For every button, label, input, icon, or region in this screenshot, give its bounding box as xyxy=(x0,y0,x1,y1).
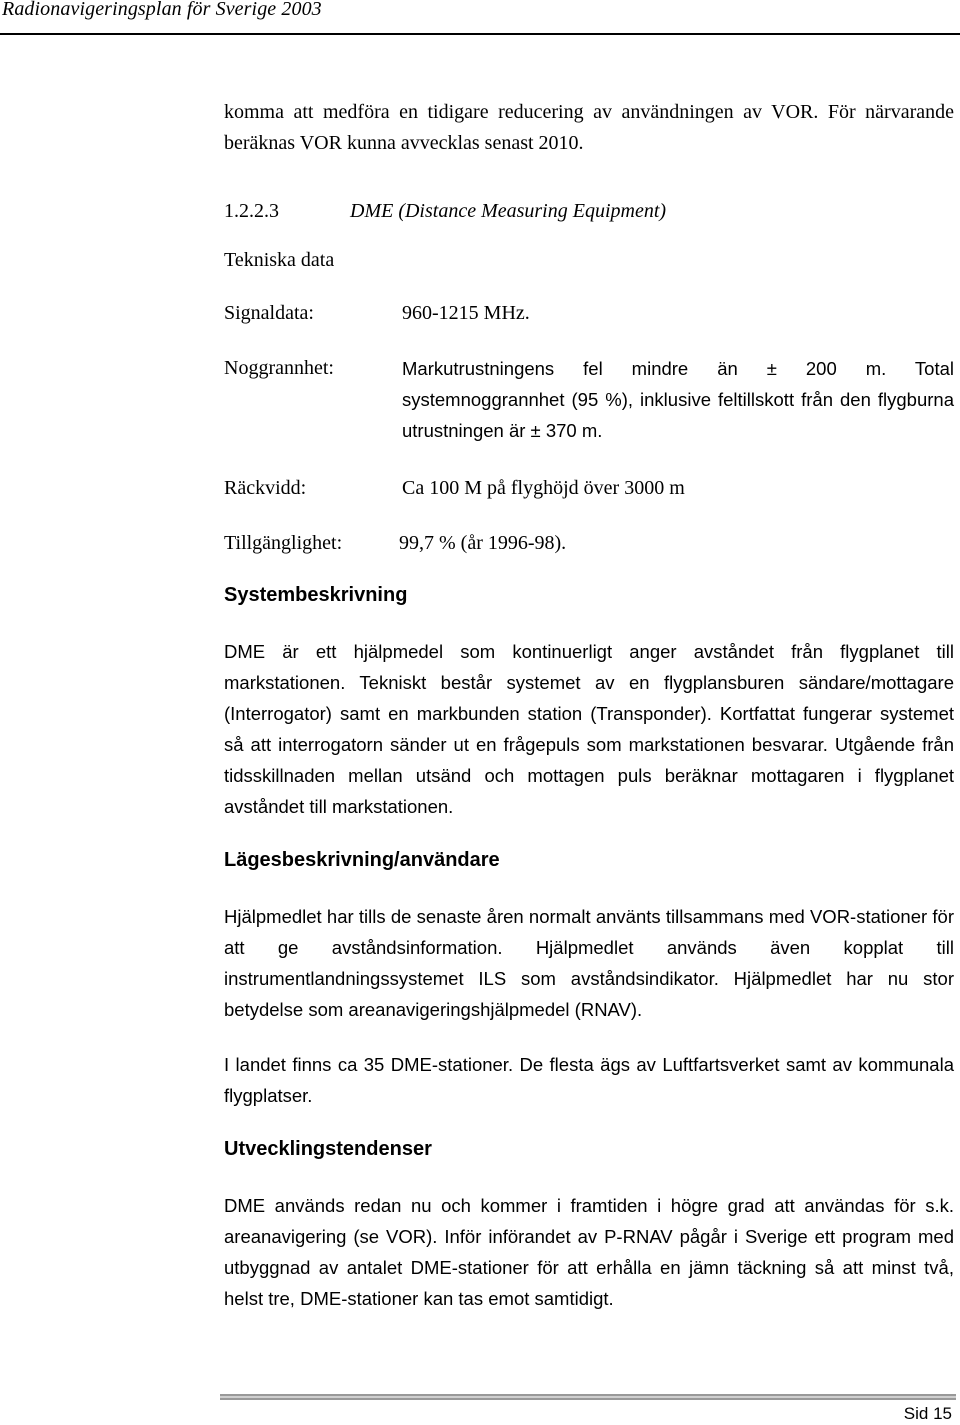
tech-heading: Tekniska data xyxy=(224,249,335,271)
accuracy-label: Noggrannhet: xyxy=(224,357,334,379)
system-heading: Systembeskrivning xyxy=(224,584,408,606)
system-paragraph: DME är ett hjälpmedel som kontinuerligt anger avståndet från flygplanet till markstationen. Tekniskt består systemet av en flygplansburen sändare/mottagare (Interrogator) samt en markbunden station (Transponder). Kortfattat fungerar systemet så att interrogatorn sänder ut en frågepuls som markstationen besvarar. Utgående från tidsskillnaden mellan utsänd och mottagen puls beräknar mottagaren i flygplanet avståndet till markstationen. xyxy=(224,641,954,817)
header-divider xyxy=(0,33,960,35)
status-paragraph-2: I landet finns ca 35 DME-stationer. De flesta ägs av Luftfartsverket samt av kommunala flygplatser. xyxy=(224,1054,954,1106)
trends-heading: Utvecklingstendenser xyxy=(224,1138,432,1160)
trends-paragraph: DME används redan nu och kommer i framtiden i högre grad att användas för s.k. areanavigering (se VOR). Inför införandet av P-RNAV pågår i Sverige ett program med utbyggnad av antalet DME-stationer för att erhålla en jämn täckning så att minst två, helst tre, DME-stationer kan tas emot samtidigt. xyxy=(224,1195,954,1309)
status-heading: Lägesbeskrivning/användare xyxy=(224,849,500,871)
range-label: Räckvidd: xyxy=(224,477,307,499)
section-number: 1.2.2.3 xyxy=(224,200,279,222)
signal-value: 960-1215 MHz. xyxy=(402,302,530,324)
range-value: Ca 100 M på flyghöjd över 3000 m xyxy=(402,477,685,499)
footer-divider xyxy=(220,1394,956,1400)
availability-value: 99,7 % (år 1996-98). xyxy=(399,532,567,554)
signal-label: Signaldata: xyxy=(224,302,314,324)
availability-label: Tillgänglighet: xyxy=(224,532,343,554)
section-title: DME (Distance Measuring Equipment) xyxy=(350,200,667,222)
page-number: Sid 15 xyxy=(903,1404,952,1423)
running-header xyxy=(0,0,960,24)
accuracy-value: Markutrustningens fel mindre än ± 200 m. Total systemnoggrannhet (95 %), inklusive feltillskott från den flygburna utrustningen är ± 370 m. xyxy=(402,358,954,441)
intro-paragraph: komma att medföra en tidigare reducering av användningen av VOR. För närvarande beräknas VOR kunna avvecklas senast 2010. xyxy=(224,101,954,154)
header-title: Radionavigeringsplan för Sverige 2003 xyxy=(2,0,322,20)
status-paragraph-1: Hjälpmedlet har tills de senaste åren normalt använts tillsammans med VOR-stationer för att ge avståndsinformation. Hjälpmedlet används även kopplat till instrumentlandningssystemet ILS som avståndsindikator. Hjälpmedlet har nu stor betydelse som areanavigeringshjälpmedel (RNAV). xyxy=(224,906,954,1020)
